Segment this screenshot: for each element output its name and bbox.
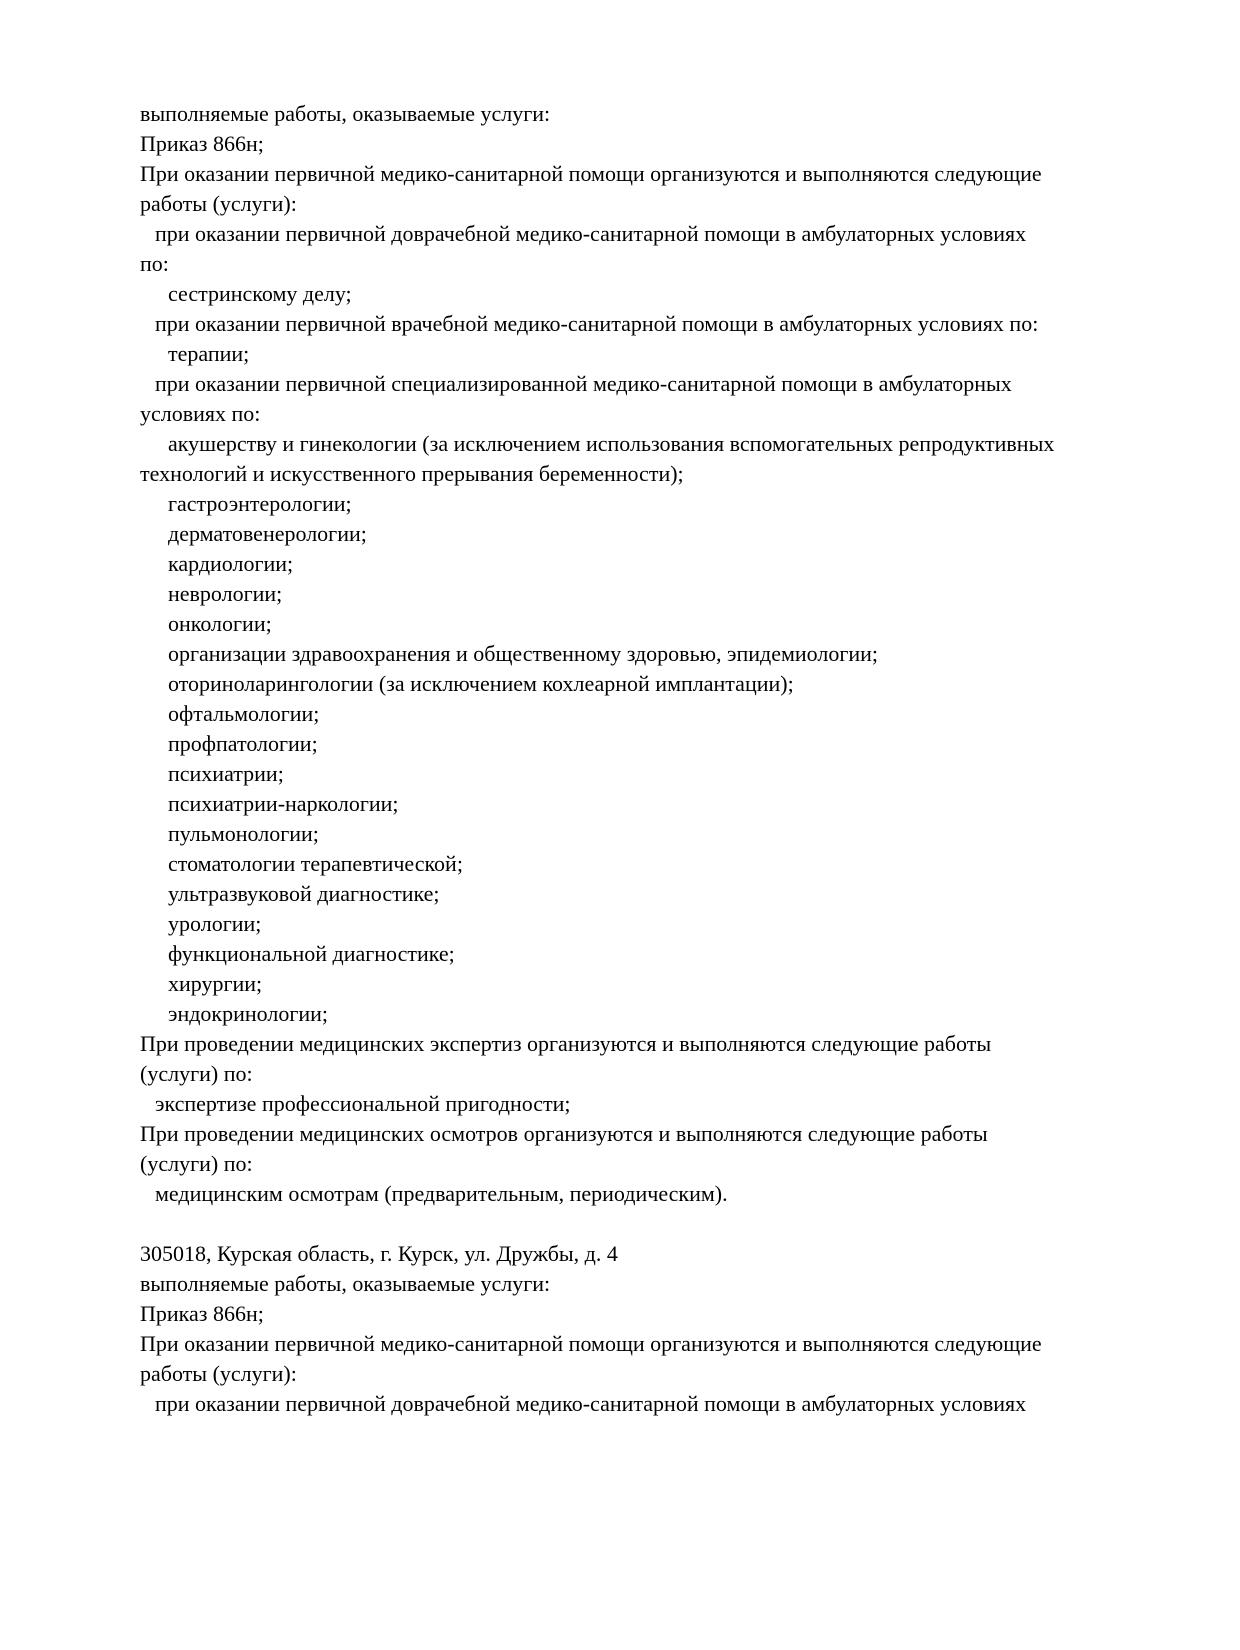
document-line: условиях по:: [140, 401, 261, 426]
document-line: акушерству и гинекологии (за исключением использования вспомогательных репродуктивных: [168, 431, 1055, 456]
document-line: гастроэнтерологии;: [168, 491, 352, 516]
document-line: сестринскому делу;: [168, 281, 352, 306]
document-line: при оказании первичной врачебной медико-санитарной помощи в амбулаторных условиях по:: [155, 311, 1039, 336]
document-line: терапии;: [168, 341, 250, 366]
document-line: При оказании первичной медико-санитарной помощи организуются и выполняются следующие: [140, 1331, 1042, 1356]
document-line: Приказ 866н;: [140, 1301, 264, 1326]
document-line: хирургии;: [168, 971, 263, 996]
document-line: кардиологии;: [168, 551, 294, 576]
document-line: при оказании первичной доврачебной медико-санитарной помощи в амбулаторных условиях: [155, 221, 1027, 246]
document-line: функциональной диагностике;: [168, 941, 455, 966]
document-line: ультразвуковой диагностике;: [168, 881, 440, 906]
document-line: организации здравоохранения и общественному здоровью, эпидемиологии;: [168, 641, 879, 666]
document-line: оториноларингологии (за исключением кохлеарной имплантации);: [168, 671, 794, 696]
document-line: пульмонологии;: [168, 821, 319, 846]
document-line: эндокринологии;: [168, 1001, 329, 1026]
document-line: онкологии;: [168, 611, 272, 636]
document-line: психиатрии-наркологии;: [168, 791, 399, 816]
document-line: [140, 1209, 1230, 1239]
document-line: дерматовенерологии;: [168, 521, 367, 546]
document-line: 305018, Курская область, г. Курск, ул. Дружбы, д. 4: [140, 1241, 618, 1266]
document-line: стоматологии терапевтической;: [168, 851, 463, 876]
document-line: урологии;: [168, 911, 262, 936]
document-line: по:: [140, 251, 169, 276]
document-line: При проведении медицинских осмотров организуются и выполняются следующие работы: [140, 1121, 988, 1146]
document-line: офтальмологии;: [168, 701, 320, 726]
document-line: работы (услуги):: [140, 191, 297, 216]
document-line: При проведении медицинских экспертиз организуются и выполняются следующие работы: [140, 1031, 992, 1056]
document-line: неврологии;: [168, 581, 283, 606]
document-line: (услуги) по:: [140, 1061, 253, 1086]
document-line: при оказании первичной специализированной медико-санитарной помощи в амбулаторных: [155, 371, 1012, 396]
document-line: экспертизе профессиональной пригодности;: [155, 1091, 571, 1116]
document-line: работы (услуги):: [140, 1361, 297, 1386]
document-line: при оказании первичной доврачебной медико-санитарной помощи в амбулаторных условиях: [155, 1391, 1027, 1416]
document-line: При оказании первичной медико-санитарной помощи организуются и выполняются следующие: [140, 161, 1042, 186]
document-line: профпатологии;: [168, 731, 318, 756]
document-line: психиатрии;: [168, 761, 284, 786]
document-text-block: [140, 99, 1230, 1419]
document-line: Приказ 866н;: [140, 131, 264, 156]
document-line: технологий и искусственного прерывания беременности);: [140, 461, 684, 486]
document-line: выполняемые работы, оказываемые услуги:: [140, 101, 551, 126]
document-line: выполняемые работы, оказываемые услуги:: [140, 1271, 551, 1296]
document-line: (услуги) по:: [140, 1151, 253, 1176]
document-line: медицинским осмотрам (предварительным, периодическим).: [155, 1181, 728, 1206]
